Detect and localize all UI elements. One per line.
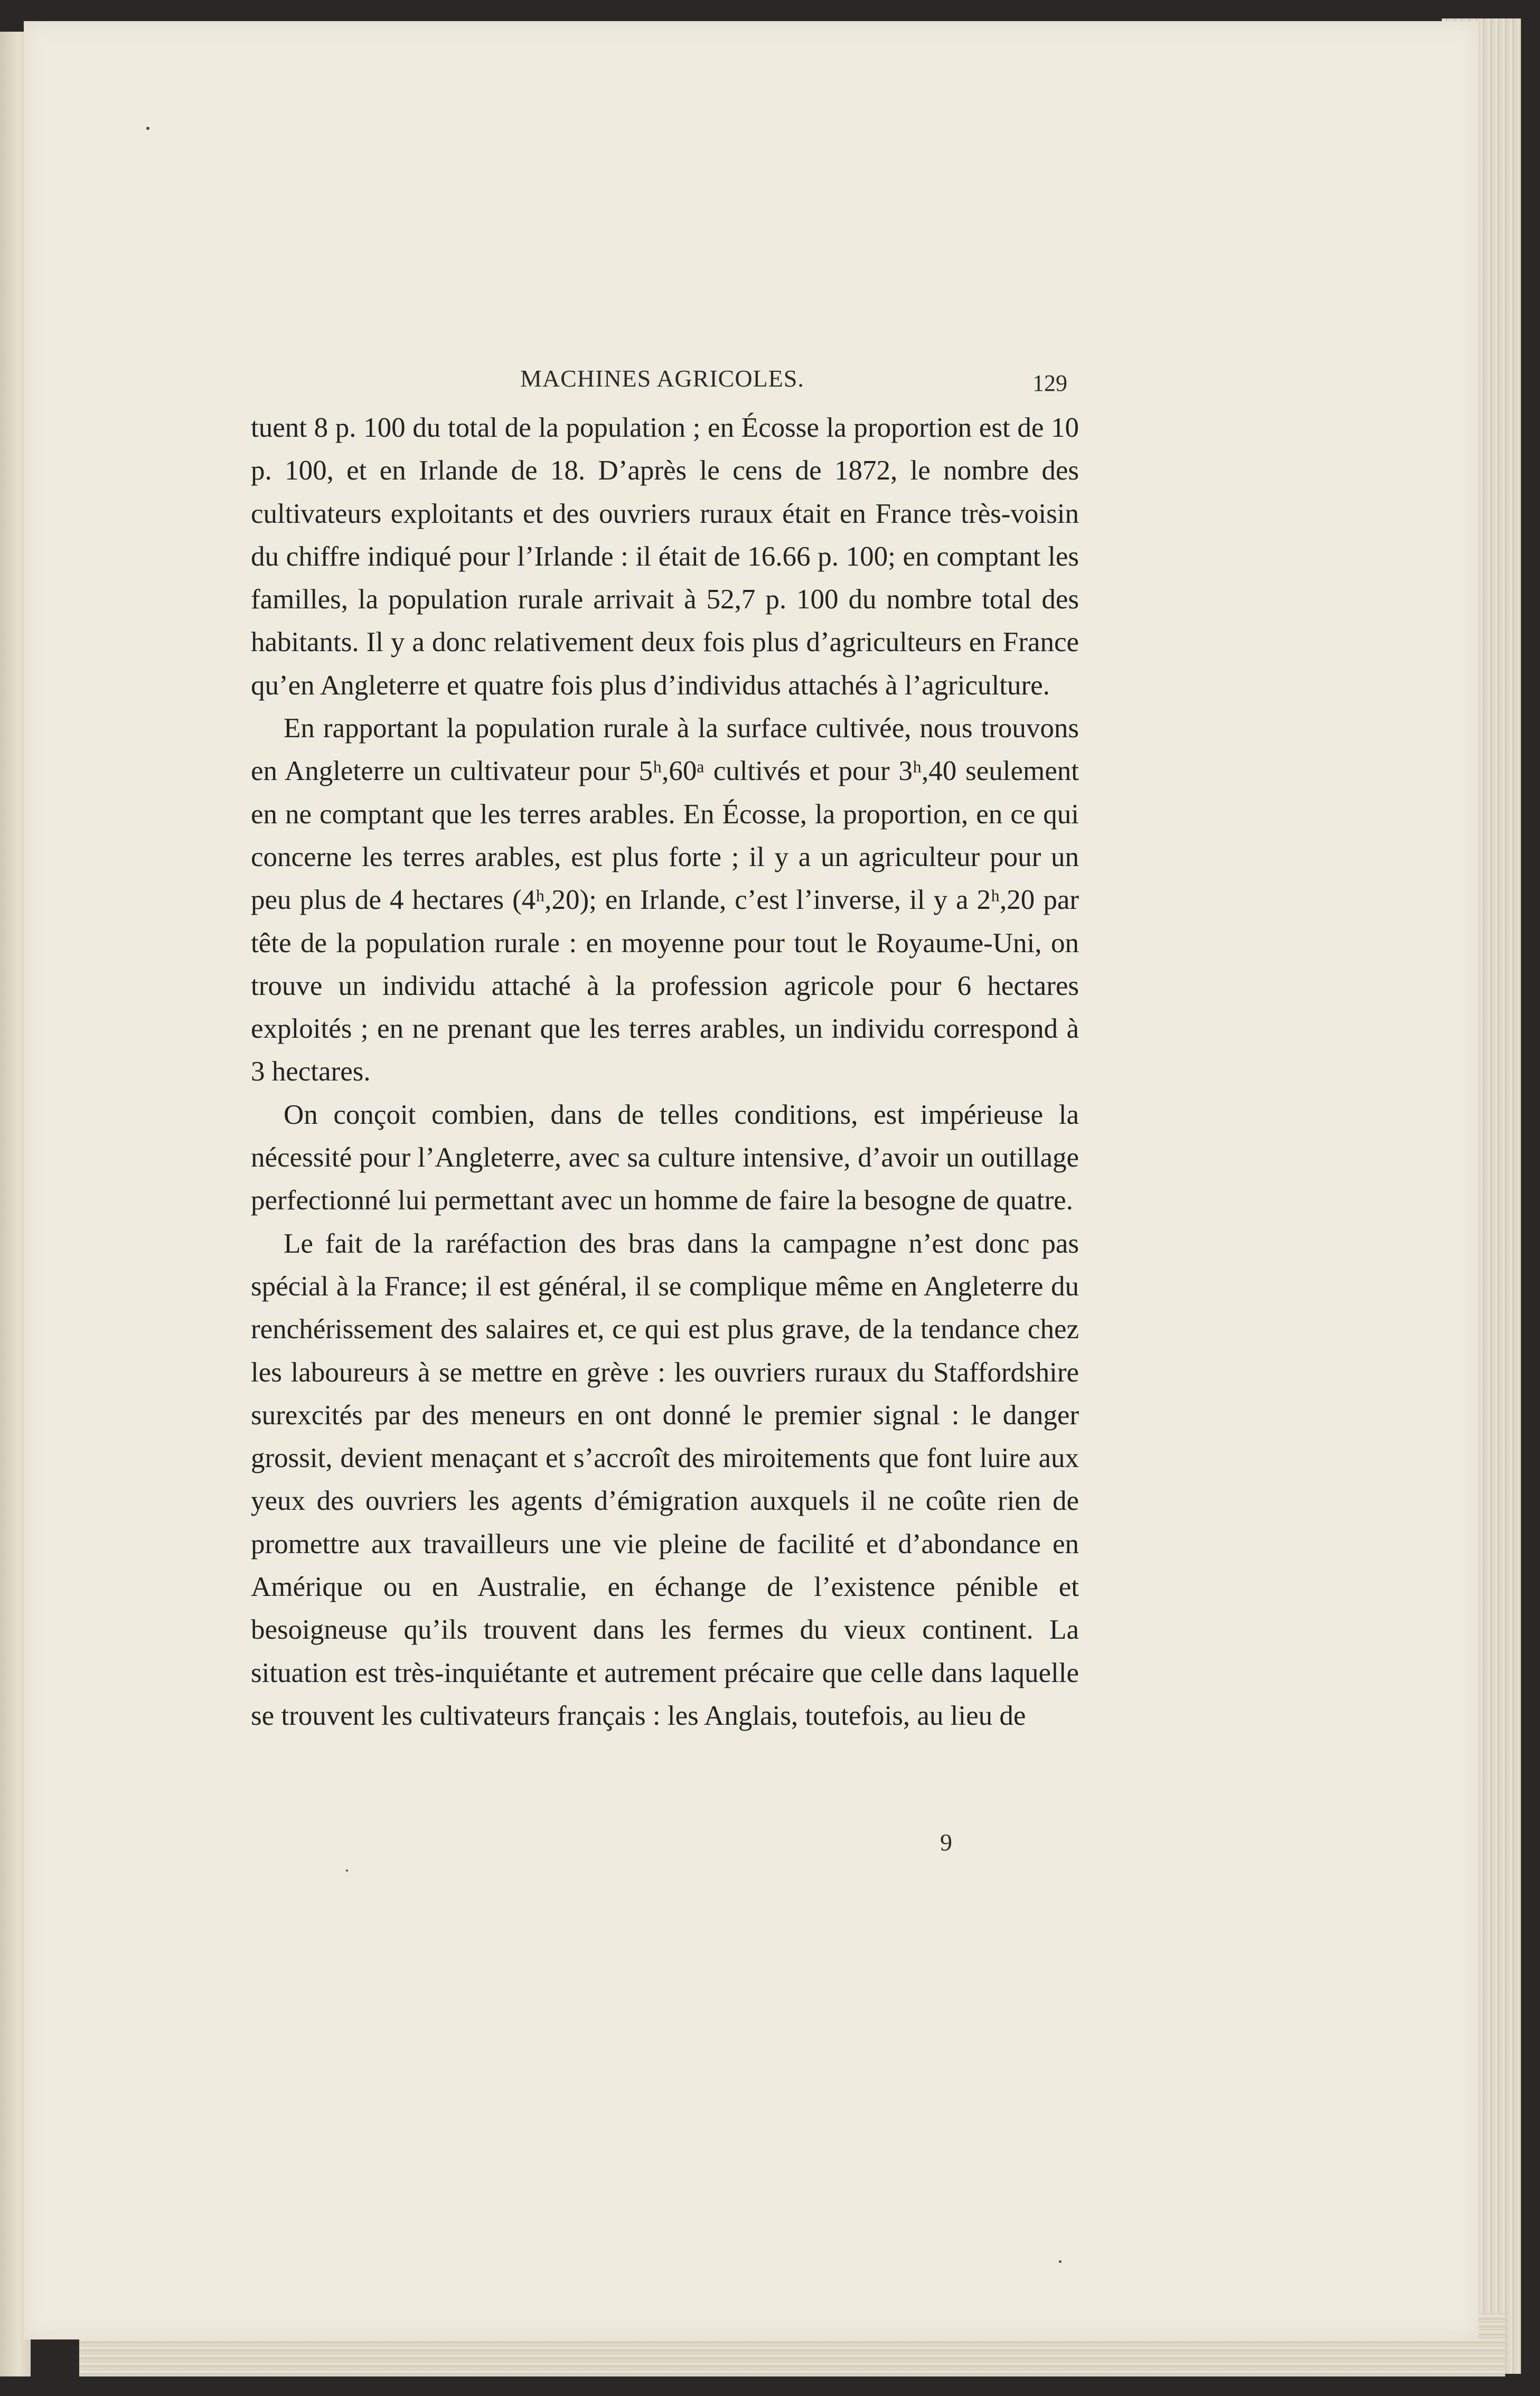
paragraph-4: Le fait de la raréfaction des bras dans la campagne n’est donc pas spécial à la France; il est général, il se complique même en Angleterre du renchérissement des salaires et, ce qui est plus grave, de la tendance chez les laboureurs à se mettre en grève : les ouvriers ruraux du Staffordshire surexcités par des meneurs en ont donné le premier signal : le danger grossit, devient menaçant et s’accroît des miroitements que font luire aux yeux des ouvriers les agents d’émigration auxquels il ne coûte rien de promettre aux travailleurs une vie pleine de facilité et d’abondance en Amérique ou en Australie, en échange de l’existence pénible et besoigneuse qu’ils trouvent dans les fermes du vieux continent. La situation est très-inquiétante et autrement précaire que celle dans laquelle se trouvent les cultivateurs français : les Anglais, toutefois, au lieu de [251, 1228, 1079, 1731]
running-title: MACHINES AGRICOLES. [520, 365, 804, 392]
body-text [251, 407, 1079, 1737]
print-speck [146, 127, 149, 130]
signature-mark: 9 [940, 1829, 952, 1856]
paragraph-1: tuent 8 p. 100 du total de la population ; en Écosse la proportion est de 10 p. 100, et en Irlande de 18. D’après le cens de 1872, le nombre des cultivateurs exploitants et des ouvriers ruraux était en France très-voisin du chiffre indiqué pour l’Irlande : il était de 16.66 p. 100; en comptant les familles, la population rurale arrivait à 52,7 p. 100 du nombre total des habitants. Il y a donc relativement deux fois plus d’agriculteurs en France qu’en Angleterre et quatre fois plus d’individus attachés à l’agriculture. [251, 412, 1079, 701]
page-number: 129 [1032, 370, 1067, 396]
paragraph-2: En rapportant la population rurale à la surface cultivée, nous trouvons en Angleterre un cultivateur pour 5ʰ,60ᵃ cultivés et pour 3ʰ,40 seulement en ne comptant que les terres arables. En Écosse, la proportion, en ce qui concerne les terres arables, est plus forte ; il y a un agriculteur pour un peu plus de 4 hectares (4ʰ,20); en Irlande, c’est l’inverse, il y a 2ʰ,20 par tête de la population rurale : en moyenne pour tout le Royaume-Uni, on trouve un individu attaché à la profession agricole pour 6 hectares exploités ; en ne prenant que les terres arables, un individu correspond à 3 hectares. [251, 713, 1079, 1087]
print-speck [346, 1869, 348, 1872]
paragraph-3: On conçoit combien, dans de telles conditions, est impérieuse la nécessité pour l’Angleterre, avec sa culture intensive, d’avoir un outillage perfectionné lui permettant avec un homme de faire la besogne de quatre. [251, 1099, 1079, 1216]
print-speck [1059, 2260, 1062, 2263]
